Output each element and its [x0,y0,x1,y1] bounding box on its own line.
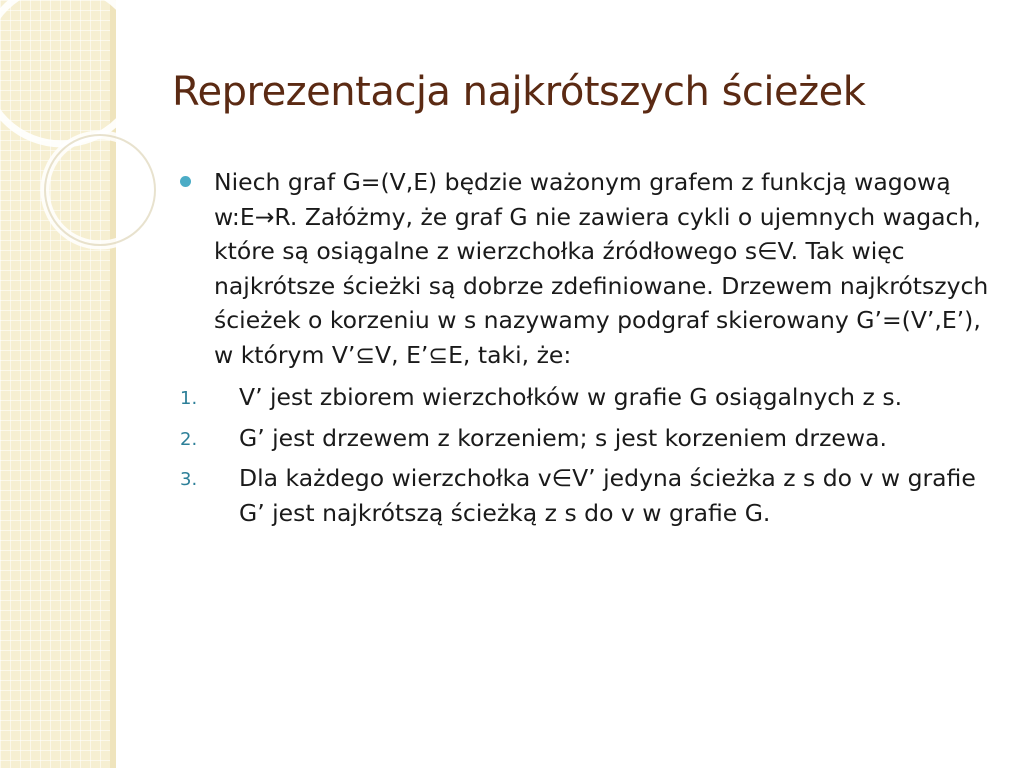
list-item [180,421,1000,456]
list-item-text: Dla każdego wierzchołka v∈V’ jedyna ścieżka z s do v w grafie G’ jest najkrótszą ścieżką z s do v w grafie G. [239,464,976,527]
bullet-dot-icon [180,176,191,187]
intro-paragraph: Niech graf G=(V,E) będzie ważonym grafem z funkcją wagową w:E→R. Załóżmy, że graf G nie zawiera cykli o ujemnych wagach, które są osiągalne z wierzchołka źródłowego s∈V. Tak więc najkrótsze ścieżki są dobrze zdefiniowane. Drzewem najkrótszych ścieżek o korzeniu w s nazywamy podgraf skierowany G’=(V’,E’), w którym V’⊆V, E’⊆E, taki, że: [214,168,989,369]
list-item-number: 3. [180,469,198,490]
decorative-circle-outline [45,135,155,245]
slide-title: Reprezentacja najkrótszych ścieżek [172,69,866,115]
intro-bullet [180,165,1000,372]
list-item [180,461,1000,530]
list-item-number: 1. [180,388,198,409]
list-item-text: V’ jest zbiorem wierzchołków w grafie G osiągalnych z s. [239,383,903,411]
list-item-number: 2. [180,428,198,450]
list-item-text: G’ jest drzewem z korzeniem; s jest korzeniem drzewa. [239,423,887,452]
decorative-circle-large [0,0,142,144]
decorative-circles [0,0,160,300]
list-item [180,380,1000,415]
numbered-list [180,380,1000,530]
slide-content [180,165,1000,536]
